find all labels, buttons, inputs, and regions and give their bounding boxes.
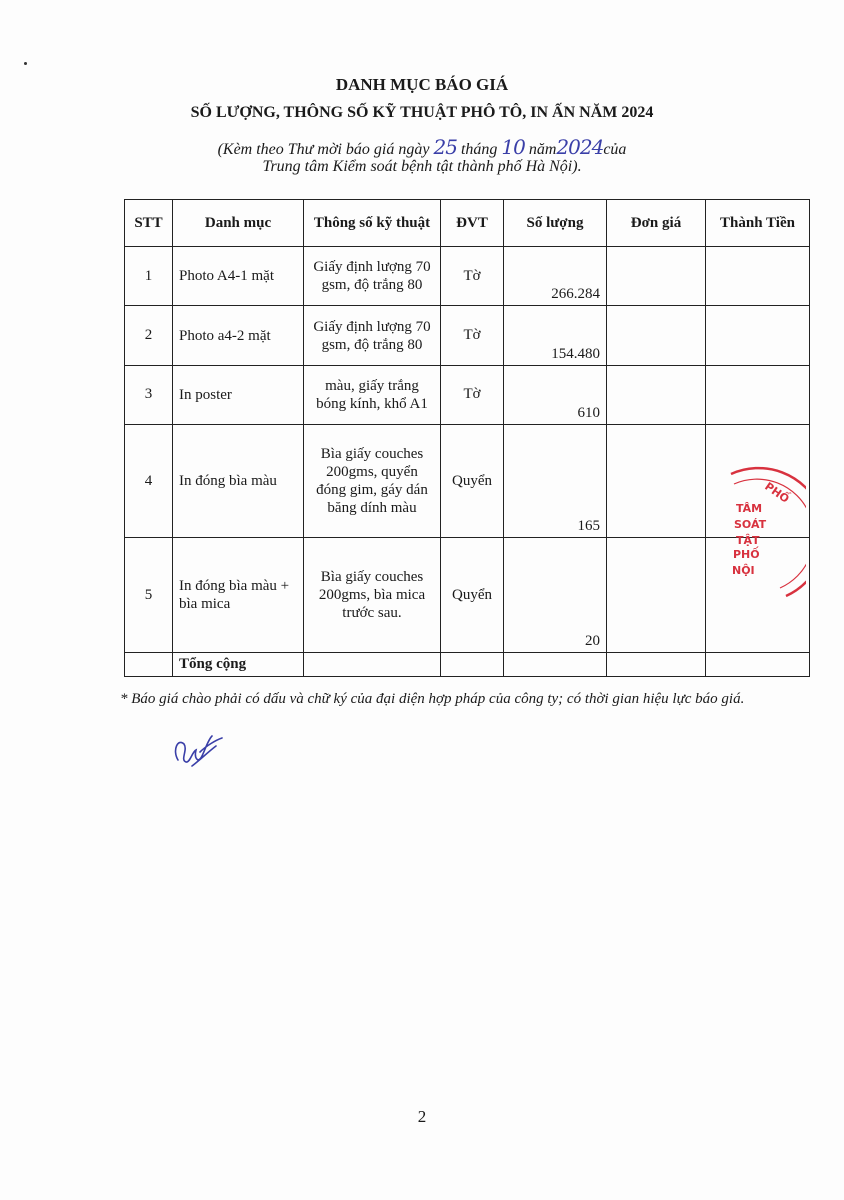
footnote: * Báo giá chào phải có dấu và chữ ký của đại diện hợp pháp của công ty; có thời gian hiệu lực báo giá. xyxy=(120,691,745,707)
document-subtitle: SỐ LƯỢNG, THÔNG SỐ KỸ THUẬT PHÔ TÔ, IN ẤN NĂM 2024 xyxy=(190,104,654,121)
cell-empty xyxy=(706,652,810,676)
col-header-amount: Thành Tiền xyxy=(706,200,810,247)
cell-category: In poster xyxy=(173,365,304,424)
stamp-line: TÂM xyxy=(736,502,763,515)
red-seal-stamp xyxy=(706,466,806,606)
cell-empty xyxy=(607,652,706,676)
cell-amount xyxy=(706,306,810,365)
cell-unit-price xyxy=(607,365,706,424)
handwritten-signature xyxy=(172,730,224,774)
cell-category: In đóng bìa màu xyxy=(173,424,304,537)
cell-empty xyxy=(504,652,607,676)
cell-quantity: 610 xyxy=(504,365,607,424)
table-row xyxy=(125,365,810,424)
total-label: Tổng cộng xyxy=(173,652,304,676)
table-row xyxy=(125,247,810,306)
cell-empty xyxy=(125,652,173,676)
cell-unit: Quyển xyxy=(441,424,504,537)
year-label: năm xyxy=(528,141,557,158)
cell-stt: 3 xyxy=(125,365,173,424)
page-number: 2 xyxy=(417,1107,427,1126)
cell-unit: Quyển xyxy=(441,538,504,652)
cell-quantity: 20 xyxy=(504,538,607,652)
cell-empty xyxy=(304,652,441,676)
cell-unit: Tờ xyxy=(441,365,504,424)
cell-quantity: 154.480 xyxy=(504,306,607,365)
cell-empty xyxy=(441,652,504,676)
col-header-unit-price: Đơn giá xyxy=(607,200,706,247)
cell-stt: 5 xyxy=(125,538,173,652)
scan-speck xyxy=(24,62,27,65)
stamp-line: SOÁT xyxy=(734,518,767,531)
stamp-line: NỘI xyxy=(732,564,755,577)
col-header-unit: ĐVT xyxy=(441,200,504,247)
stamp-arc-text: PHỐ xyxy=(762,479,792,506)
stamp-line: TẬT xyxy=(736,534,760,547)
table-total-row xyxy=(125,652,810,676)
cell-spec: Giấy định lượng 70 gsm, độ trắng 80 xyxy=(304,247,441,306)
cell-category: Photo A4-1 mặt xyxy=(173,247,304,306)
cell-spec: Giấy định lượng 70 gsm, độ trắng 80 xyxy=(304,306,441,365)
col-header-quantity: Số lượng xyxy=(504,200,607,247)
of-label: của xyxy=(603,141,627,158)
cell-spec: màu, giấy trắng bóng kính, khổ A1 xyxy=(304,365,441,424)
cell-amount xyxy=(706,247,810,306)
month-label: tháng xyxy=(460,141,498,158)
table-header-row xyxy=(125,200,810,247)
cell-stt: 2 xyxy=(125,306,173,365)
attachment-prefix: (Kèm theo Thư mời báo giá ngày xyxy=(217,141,430,158)
cell-amount xyxy=(706,365,810,424)
cell-category: Photo a4-2 mặt xyxy=(173,306,304,365)
cell-stt: 4 xyxy=(125,424,173,537)
document-title: DANH MỤC BÁO GIÁ xyxy=(335,75,509,94)
handwritten-year: 2024 xyxy=(556,135,604,159)
col-header-spec: Thông số kỹ thuật xyxy=(304,200,441,247)
cell-unit-price xyxy=(607,538,706,652)
col-header-stt: STT xyxy=(125,200,173,247)
cell-stt: 1 xyxy=(125,247,173,306)
cell-unit: Tờ xyxy=(441,247,504,306)
cell-spec: Bìa giấy couches 200gms, quyển đóng gim, gáy dán băng dính màu xyxy=(304,424,441,537)
cell-quantity: 165 xyxy=(504,424,607,537)
stamp-line: PHỐ xyxy=(733,548,760,561)
cell-unit-price xyxy=(607,306,706,365)
cell-unit: Tờ xyxy=(441,306,504,365)
attachment-line-1 xyxy=(0,135,844,159)
cell-unit-price xyxy=(607,424,706,537)
handwritten-day: 25 xyxy=(433,135,457,159)
cell-category: In đóng bìa màu + bìa mica xyxy=(173,538,304,652)
attachment-line-2: Trung tâm Kiểm soát bệnh tật thành phố Hà Nội). xyxy=(262,158,582,175)
col-header-category: Danh mục xyxy=(173,200,304,247)
table-row xyxy=(125,306,810,365)
cell-quantity: 266.284 xyxy=(504,247,607,306)
cell-spec: Bìa giấy couches 200gms, bìa mica trước sau. xyxy=(304,538,441,652)
cell-unit-price xyxy=(607,247,706,306)
handwritten-month: 10 xyxy=(501,135,525,159)
